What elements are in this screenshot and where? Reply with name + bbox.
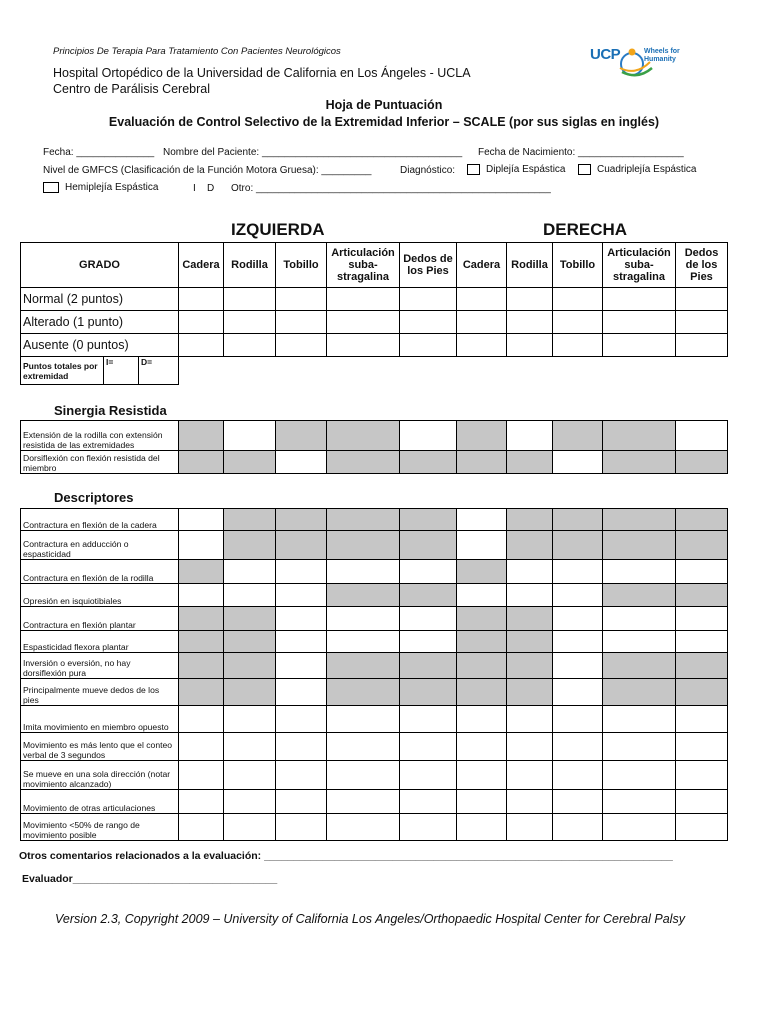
score-cell[interactable] [224, 334, 276, 357]
grade-label: Normal (2 puntos) [21, 288, 179, 311]
score-cell [507, 451, 553, 474]
grade-label: Alterado (1 punto) [21, 311, 179, 334]
table-row [21, 761, 728, 790]
table-row [21, 334, 728, 357]
score-cell [327, 679, 400, 706]
hemiplegia-label: Hemiplejía Espástica [65, 182, 159, 194]
score-cell [224, 631, 276, 653]
score-cell[interactable] [400, 631, 457, 653]
score-cell [457, 421, 507, 451]
score-cell[interactable] [179, 509, 224, 531]
score-cell [603, 421, 676, 451]
score-cell[interactable] [553, 790, 603, 814]
grade-header-row [21, 243, 728, 288]
score-cell[interactable] [276, 653, 327, 679]
score-cell[interactable] [507, 733, 553, 761]
score-cell[interactable] [276, 706, 327, 733]
score-cell [457, 631, 507, 653]
score-cell [327, 509, 400, 531]
score-cell[interactable] [603, 288, 676, 311]
diplegia-checkbox[interactable] [467, 164, 480, 175]
score-cell [179, 607, 224, 631]
score-cell[interactable] [224, 584, 276, 607]
table-row [21, 653, 728, 679]
col-header: Rodilla [507, 243, 553, 288]
score-cell [327, 421, 400, 451]
score-cell [603, 653, 676, 679]
score-cell [400, 679, 457, 706]
score-cell[interactable] [457, 814, 507, 841]
score-cell [507, 631, 553, 653]
totals-left[interactable]: I= [104, 357, 139, 385]
score-cell[interactable] [507, 421, 553, 451]
score-cell[interactable] [179, 334, 224, 357]
descriptor-label: Contractura en adducción o espasticidad [21, 531, 179, 560]
score-cell[interactable] [327, 706, 400, 733]
score-cell [224, 607, 276, 631]
score-cell[interactable] [327, 311, 400, 334]
score-cell [327, 584, 400, 607]
score-cell [179, 631, 224, 653]
table-row [21, 509, 728, 531]
table-row [21, 288, 728, 311]
score-cell[interactable] [603, 607, 676, 631]
score-cell[interactable] [179, 288, 224, 311]
table-row [21, 451, 728, 474]
score-cell[interactable] [603, 631, 676, 653]
table-row [21, 584, 728, 607]
score-cell[interactable] [457, 761, 507, 790]
center-name: Centro de Parálisis Cerebral [53, 82, 211, 96]
score-cell [400, 584, 457, 607]
score-cell[interactable] [400, 560, 457, 584]
table-row [21, 814, 728, 841]
score-cell [179, 451, 224, 474]
score-cell[interactable] [553, 814, 603, 841]
totals-right[interactable]: D= [139, 357, 179, 385]
score-cell[interactable] [400, 733, 457, 761]
grade-table [20, 242, 728, 357]
score-cell[interactable] [553, 607, 603, 631]
col-header: Cadera [457, 243, 507, 288]
col-header: Dedos de los Pies [676, 243, 728, 288]
score-cell[interactable] [457, 790, 507, 814]
form-title: Hoja de Puntuación [325, 98, 443, 112]
score-cell[interactable] [276, 679, 327, 706]
grado-header: GRADO [21, 243, 179, 288]
score-cell [507, 531, 553, 560]
diplegia-option[interactable] [467, 164, 565, 175]
sinergia-table [20, 420, 728, 474]
score-cell[interactable] [276, 288, 327, 311]
score-cell[interactable] [507, 560, 553, 584]
col-header: Articulación suba-stragalina [603, 243, 676, 288]
score-cell[interactable] [553, 584, 603, 607]
score-cell [224, 653, 276, 679]
score-cell [224, 509, 276, 531]
score-cell[interactable] [400, 421, 457, 451]
score-cell[interactable] [400, 814, 457, 841]
ucp-logo [588, 42, 688, 82]
table-row [21, 631, 728, 653]
col-header: Rodilla [224, 243, 276, 288]
table-row [21, 706, 728, 733]
score-cell [400, 653, 457, 679]
sinergia-label: Extensión de la rodilla con extensión resistida de las extremidades [21, 421, 179, 451]
score-cell[interactable] [457, 584, 507, 607]
grade-label: Ausente (0 puntos) [21, 334, 179, 357]
score-cell [676, 653, 728, 679]
score-cell[interactable] [327, 607, 400, 631]
score-cell[interactable] [553, 334, 603, 357]
table-row [21, 531, 728, 560]
score-cell[interactable] [676, 607, 728, 631]
totals-label: Puntos totales por extremidad [21, 357, 104, 385]
score-cell[interactable] [507, 584, 553, 607]
descriptor-label: Movimiento <50% de rango de movimiento posible [21, 814, 179, 841]
score-cell[interactable] [553, 288, 603, 311]
score-cell[interactable] [276, 560, 327, 584]
score-cell[interactable] [276, 451, 327, 474]
score-cell[interactable] [457, 531, 507, 560]
score-cell [276, 531, 327, 560]
score-cell [400, 531, 457, 560]
score-cell[interactable] [457, 509, 507, 531]
score-cell[interactable] [400, 706, 457, 733]
score-cell[interactable] [327, 334, 400, 357]
score-cell [603, 584, 676, 607]
descriptor-label: Contractura en flexión plantar [21, 607, 179, 631]
score-cell [179, 560, 224, 584]
logo-text: UCP [590, 46, 621, 63]
score-cell[interactable] [507, 814, 553, 841]
side-d-option[interactable]: D [207, 183, 215, 194]
score-cell[interactable] [400, 334, 457, 357]
score-cell[interactable] [276, 761, 327, 790]
patient-name-field[interactable]: Nombre del Paciente: ____________________________________ [163, 147, 463, 158]
sinergia-title: Sinergia Resistida [54, 403, 167, 418]
score-cell [603, 509, 676, 531]
score-cell [507, 509, 553, 531]
left-side-label: IZQUIERDA [231, 220, 325, 239]
col-header: Tobillo [553, 243, 603, 288]
score-cell[interactable] [676, 288, 728, 311]
score-cell [553, 421, 603, 451]
score-cell[interactable] [603, 706, 676, 733]
score-cell[interactable] [179, 706, 224, 733]
score-cell[interactable] [676, 761, 728, 790]
score-cell [327, 531, 400, 560]
score-cell [327, 451, 400, 474]
score-cell[interactable] [553, 706, 603, 733]
score-cell[interactable] [553, 653, 603, 679]
descriptor-label: Se mueve en una sola dirección (notar movimiento alcanzado) [21, 761, 179, 790]
quadriplegia-option[interactable] [578, 164, 697, 175]
score-cell[interactable] [676, 334, 728, 357]
score-cell[interactable] [276, 790, 327, 814]
table-row [21, 311, 728, 334]
col-header: Articulación suba-stragalina [327, 243, 400, 288]
score-cell [457, 451, 507, 474]
score-cell[interactable] [676, 421, 728, 451]
score-cell[interactable] [179, 531, 224, 560]
score-cell[interactable] [553, 560, 603, 584]
score-cell[interactable] [553, 733, 603, 761]
score-cell[interactable] [327, 814, 400, 841]
score-cell [224, 451, 276, 474]
score-cell[interactable] [676, 631, 728, 653]
score-cell[interactable] [276, 733, 327, 761]
diplegia-label: Diplejía Espástica [486, 164, 566, 176]
score-cell[interactable] [603, 334, 676, 357]
otro-field[interactable]: Otro: _____________________________________________________ [231, 183, 551, 194]
score-cell [276, 509, 327, 531]
descriptores-title: Descriptores [54, 490, 134, 505]
score-cell[interactable] [507, 311, 553, 334]
score-cell[interactable] [676, 706, 728, 733]
score-cell[interactable] [224, 790, 276, 814]
score-cell[interactable] [179, 311, 224, 334]
score-cell[interactable] [179, 790, 224, 814]
series-title: Principios De Terapia Para Tratamiento Con Pacientes Neurológicos [53, 46, 341, 57]
score-cell [276, 421, 327, 451]
table-row [21, 733, 728, 761]
score-cell[interactable] [276, 584, 327, 607]
score-cell [179, 653, 224, 679]
footer-copyright: Version 2.3, Copyright 2009 – University of California Los Angeles/Orthopaedic Hospital Center for Cerebral Palsy [55, 912, 685, 926]
descriptor-label: Opresión en isquiotibiales [21, 584, 179, 607]
score-cell[interactable] [603, 560, 676, 584]
comments-field[interactable]: Otros comentarios relacionados a la evaluación: ______________________________________________________________________ [19, 850, 673, 862]
score-cell[interactable] [676, 814, 728, 841]
score-cell[interactable] [603, 311, 676, 334]
table-row [21, 679, 728, 706]
score-cell[interactable] [327, 733, 400, 761]
birthdate-field[interactable]: Fecha de Nacimiento: ___________________ [478, 147, 684, 158]
score-cell [603, 451, 676, 474]
score-cell[interactable] [224, 706, 276, 733]
score-cell [676, 451, 728, 474]
score-cell[interactable] [276, 814, 327, 841]
score-cell[interactable] [507, 334, 553, 357]
quadriplegia-label: Cuadriplejía Espástica [597, 164, 697, 176]
score-cell[interactable] [400, 761, 457, 790]
score-cell [553, 509, 603, 531]
score-cell [224, 531, 276, 560]
score-cell[interactable] [457, 334, 507, 357]
hemiplegia-option[interactable] [43, 182, 158, 193]
score-cell[interactable] [276, 607, 327, 631]
score-cell[interactable] [553, 761, 603, 790]
score-cell[interactable] [457, 311, 507, 334]
col-header: Cadera [179, 243, 224, 288]
diagnosis-label: Diagnóstico: [400, 165, 456, 176]
logo-tagline: Wheels for Humanity [644, 48, 680, 63]
score-cell[interactable] [224, 288, 276, 311]
score-cell[interactable] [276, 311, 327, 334]
score-cell[interactable] [676, 790, 728, 814]
descriptor-label: Movimiento de otras articulaciones [21, 790, 179, 814]
descriptor-label: Contractura en flexión de la rodilla [21, 560, 179, 584]
descriptor-label: Espasticidad flexora plantar [21, 631, 179, 653]
score-cell[interactable] [457, 706, 507, 733]
descriptor-label: Principalmente mueve dedos de los pies [21, 679, 179, 706]
score-cell [507, 653, 553, 679]
score-cell[interactable] [507, 706, 553, 733]
totals-table [20, 356, 179, 385]
descriptor-label: Movimiento es más lento que el conteo verbal de 3 segundos [21, 733, 179, 761]
score-cell[interactable] [224, 733, 276, 761]
score-cell[interactable] [553, 679, 603, 706]
col-header: Tobillo [276, 243, 327, 288]
score-cell[interactable] [457, 288, 507, 311]
score-cell[interactable] [327, 560, 400, 584]
form-subtitle: Evaluación de Control Selectivo de la Extremidad Inferior – SCALE (por sus siglas en inglés) [108, 115, 660, 129]
score-cell [507, 607, 553, 631]
score-cell [224, 679, 276, 706]
table-row [21, 560, 728, 584]
score-cell [457, 607, 507, 631]
score-cell [676, 531, 728, 560]
fecha-field[interactable]: Fecha: ______________ [43, 147, 155, 158]
descriptor-label: Contractura en flexión de la cadera [21, 509, 179, 531]
score-cell[interactable] [179, 814, 224, 841]
score-cell[interactable] [400, 311, 457, 334]
sinergia-label: Dorsiflexión con flexión resistida del miembro [21, 451, 179, 474]
score-cell[interactable] [224, 761, 276, 790]
side-i-option[interactable]: I [193, 183, 196, 194]
score-cell [457, 560, 507, 584]
score-cell[interactable] [276, 334, 327, 357]
score-cell[interactable] [327, 288, 400, 311]
score-cell[interactable] [553, 311, 603, 334]
score-cell [603, 531, 676, 560]
score-cell[interactable] [327, 761, 400, 790]
score-cell[interactable] [507, 288, 553, 311]
score-cell[interactable] [603, 790, 676, 814]
score-cell[interactable] [224, 814, 276, 841]
score-cell [676, 584, 728, 607]
score-cell[interactable] [603, 814, 676, 841]
descriptor-label: Imita movimiento en miembro opuesto [21, 706, 179, 733]
score-cell[interactable] [507, 790, 553, 814]
score-cell[interactable] [400, 288, 457, 311]
col-header: Dedos de los Pies [400, 243, 457, 288]
score-cell[interactable] [457, 733, 507, 761]
score-cell[interactable] [224, 421, 276, 451]
table-row [21, 607, 728, 631]
table-row [21, 790, 728, 814]
score-cell[interactable] [327, 631, 400, 653]
score-cell [400, 509, 457, 531]
score-cell[interactable] [327, 790, 400, 814]
hemiplegia-checkbox[interactable] [43, 182, 59, 193]
score-cell [553, 531, 603, 560]
right-side-label: DERECHA [543, 220, 628, 239]
score-cell[interactable] [553, 631, 603, 653]
descriptores-table [20, 508, 728, 841]
score-cell[interactable] [676, 560, 728, 584]
score-cell[interactable] [603, 761, 676, 790]
score-cell [676, 509, 728, 531]
score-cell[interactable] [603, 733, 676, 761]
score-cell[interactable] [276, 631, 327, 653]
score-cell[interactable] [224, 311, 276, 334]
descriptor-label: Inversión o eversión, no hay dorsiflexión pura [21, 653, 179, 679]
score-cell [603, 679, 676, 706]
score-cell[interactable] [224, 560, 276, 584]
gmfcs-field[interactable]: Nivel de GMFCS (Clasificación de la Función Motora Gruesa): _________ [43, 165, 372, 176]
score-cell [179, 679, 224, 706]
table-row [21, 421, 728, 451]
score-cell [400, 451, 457, 474]
score-cell[interactable] [507, 761, 553, 790]
score-cell[interactable] [400, 607, 457, 631]
score-cell[interactable] [676, 311, 728, 334]
score-cell [676, 679, 728, 706]
evaluator-field[interactable]: Evaluador___________________________________ [22, 873, 278, 885]
score-cell [327, 653, 400, 679]
score-cell [507, 679, 553, 706]
score-cell[interactable] [676, 733, 728, 761]
score-cell[interactable] [179, 761, 224, 790]
score-cell [457, 679, 507, 706]
score-cell[interactable] [553, 451, 603, 474]
hospital-name: Hospital Ortopédico de la Universidad de California en Los Ángeles - UCLA [53, 66, 471, 80]
score-cell[interactable] [179, 733, 224, 761]
score-cell [457, 653, 507, 679]
score-cell[interactable] [400, 790, 457, 814]
quadriplegia-checkbox[interactable] [578, 164, 591, 175]
score-cell[interactable] [179, 584, 224, 607]
score-cell [179, 421, 224, 451]
